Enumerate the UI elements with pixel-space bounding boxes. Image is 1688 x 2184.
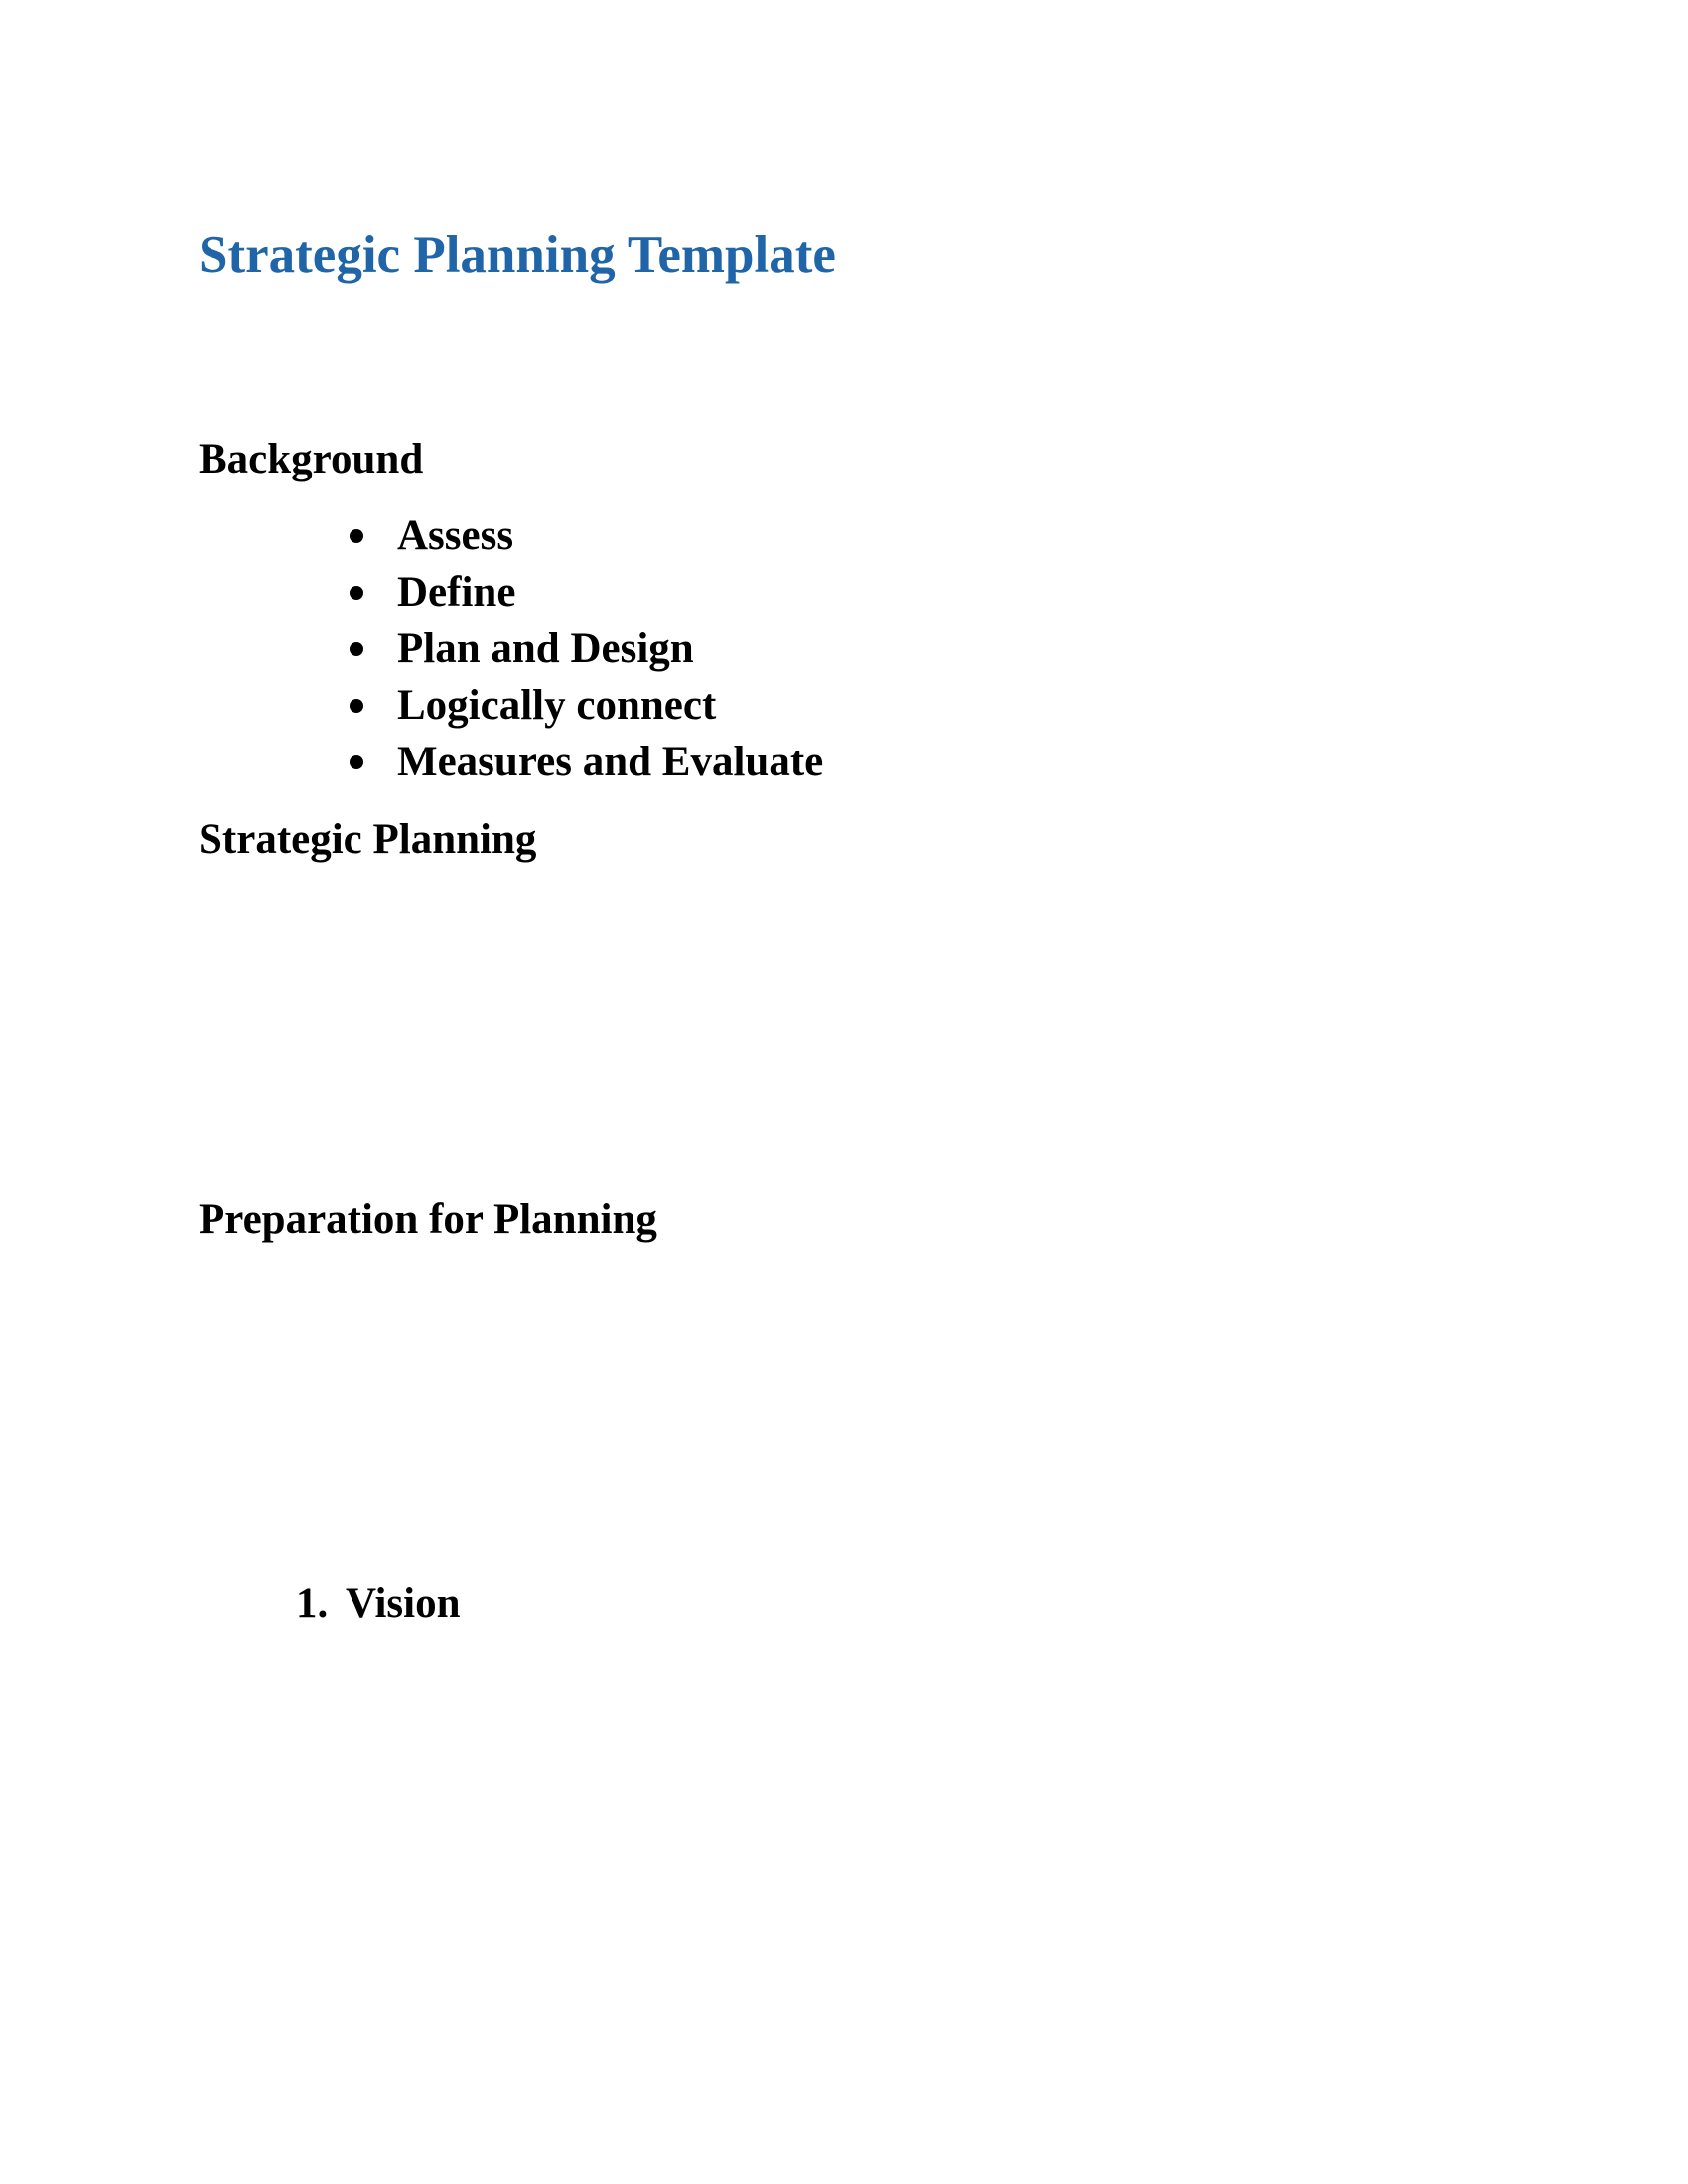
list-number: 1.	[296, 1580, 329, 1627]
bullet-item-label: Measures and Evaluate	[397, 739, 824, 785]
bullet-dot-icon	[350, 642, 363, 656]
bullet-dot-icon	[350, 586, 363, 600]
document-title: Strategic Planning Template	[199, 226, 836, 284]
bullet-item-label: Plan and Design	[397, 625, 694, 672]
bullet-dot-icon	[350, 699, 363, 713]
bullet-item-label: Assess	[397, 512, 514, 559]
bullet-item-label: Logically connect	[397, 682, 717, 729]
bullet-dot-icon	[350, 529, 363, 543]
bullet-item-label: Define	[397, 569, 516, 615]
heading-preparation-for-planning: Preparation for Planning	[199, 1196, 657, 1243]
heading-background: Background	[199, 436, 424, 482]
numbered-item-label: Vision	[346, 1580, 461, 1627]
heading-strategic-planning: Strategic Planning	[199, 816, 537, 863]
bullet-dot-icon	[350, 755, 363, 769]
